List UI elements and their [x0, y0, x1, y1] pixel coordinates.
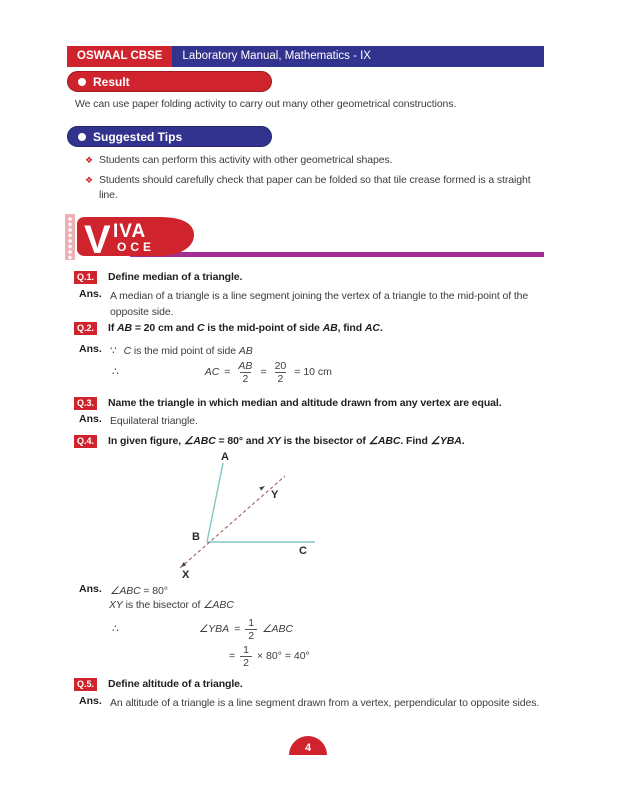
- question-text: If AB = 20 cm and C is the mid-point of side AB, find AC.: [108, 322, 383, 334]
- figure-label-c: C: [299, 545, 307, 557]
- geometry-figure: [150, 450, 350, 582]
- diamond-bullet-icon: ❖: [85, 175, 93, 185]
- tip-item: [85, 153, 550, 168]
- bullet-dot-icon: [78, 78, 86, 86]
- question-row-q2: [74, 322, 549, 336]
- therefore-symbol: ∴: [112, 623, 119, 635]
- fraction: [245, 617, 257, 642]
- answer-row-q3: [79, 413, 549, 429]
- fraction: [240, 644, 252, 669]
- fraction-denominator: 2: [245, 629, 257, 642]
- diamond-bullet-icon: ❖: [85, 155, 93, 165]
- viva-voce-logo-graphic: [65, 211, 205, 261]
- question-row-q4: [74, 435, 549, 449]
- eq-rhs: ∠ABC: [262, 623, 294, 635]
- fraction-denominator: 2: [275, 372, 287, 385]
- ray-ba: [207, 463, 223, 542]
- header-bar: [67, 46, 544, 67]
- brand-badge: OSWAAL CBSE: [67, 46, 172, 67]
- fraction-denominator: 2: [240, 656, 252, 669]
- fraction: [272, 360, 290, 385]
- eq-result: × 80° = 40°: [256, 650, 310, 662]
- question-text: Define median of a triangle.: [108, 271, 243, 283]
- answer-label: Ans.: [79, 695, 102, 707]
- answer-text: ∠ABC = 80°: [110, 585, 168, 597]
- answer-label: Ans.: [79, 413, 102, 425]
- fraction-numerator: 1: [243, 643, 249, 656]
- question-number-badge: Q.1.: [74, 271, 97, 284]
- answer-row-q4: [79, 583, 549, 599]
- tips-label: Suggested Tips: [93, 129, 183, 144]
- eq-result: = 10 cm: [294, 366, 332, 378]
- question-number-badge: Q.5.: [74, 678, 97, 691]
- tip-text: Students can perform this activity with other geometrical shapes.: [98, 154, 393, 166]
- question-row-q3: [74, 397, 549, 411]
- answer-text: An altitude of a triangle is a line segment drawn from a vertex, perpendicular to opposite sides.: [110, 697, 540, 709]
- because-symbol: ∵: [110, 345, 117, 357]
- question-text: Define altitude of a triangle.: [108, 678, 243, 690]
- answer-label: Ans.: [79, 583, 102, 595]
- fraction-denominator: 2: [240, 372, 252, 385]
- answer-label: Ans.: [79, 288, 102, 300]
- logo-word-oce: OCE: [117, 240, 156, 254]
- arrowhead-y-icon: [259, 486, 265, 491]
- tips-section-header: [67, 126, 272, 147]
- tips-list: [85, 153, 550, 208]
- viva-voce-logo: [65, 211, 205, 261]
- equation-row-q2: [112, 356, 332, 388]
- result-body-text: We can use paper folding activity to carry out many other geometrical constructions.: [75, 98, 457, 110]
- fraction-numerator: AB: [238, 359, 253, 372]
- page-number-badge: [289, 736, 327, 755]
- answer-row-q1: [79, 288, 549, 320]
- equals-sign: =: [224, 366, 231, 378]
- fraction-numerator: 1: [248, 616, 255, 629]
- result-label: Result: [93, 74, 130, 89]
- logo-word-iva: IVA: [113, 221, 147, 242]
- equation: [229, 644, 310, 669]
- equation: [205, 360, 332, 385]
- result-section-header: [67, 71, 272, 92]
- bisector-line-xy: [180, 476, 285, 568]
- question-number-badge: Q.2.: [74, 322, 97, 335]
- answer-line: C is the mid point of side AB: [123, 345, 253, 357]
- question-row-q1: [74, 271, 549, 285]
- fraction: [235, 360, 255, 385]
- figure-label-b: B: [192, 531, 200, 543]
- question-text: In given figure, ∠ABC = 80° and XY is the bisector of ∠ABC. Find ∠YBA.: [108, 435, 465, 447]
- equals-sign: =: [234, 623, 241, 635]
- answer-text: Equilateral triangle.: [110, 415, 198, 427]
- figure-label-x: X: [182, 569, 190, 581]
- equals-sign: =: [260, 366, 267, 378]
- answer-row-q5: [79, 695, 549, 711]
- logo-letter-v: V: [84, 218, 111, 261]
- answer-text: A median of a triangle is a line segment joining the vertex of a triangle to the mid-point of the opposite side.: [110, 290, 529, 318]
- question-number-badge: Q.3.: [74, 397, 97, 410]
- eq-lhs: ∠YBA: [198, 623, 230, 635]
- bullet-dot-icon: [78, 133, 86, 141]
- page-number: 4: [304, 742, 312, 754]
- equals-sign: =: [229, 650, 236, 662]
- equation-row-q4-2: [229, 640, 310, 672]
- figure-label-y: Y: [271, 489, 279, 501]
- answer-line: XY is the bisector of ∠ABC: [109, 599, 234, 611]
- question-row-q5: [74, 678, 549, 692]
- answer-label: Ans.: [79, 343, 102, 355]
- equation: [199, 617, 293, 642]
- tip-item: [85, 173, 550, 203]
- tip-text: Students should carefully check that paper can be folded so that tile crease formed is a straight line.: [98, 174, 531, 201]
- header-title: Laboratory Manual, Mathematics - IX: [172, 46, 544, 67]
- eq-lhs: AC: [204, 366, 220, 378]
- question-number-badge: Q.4.: [74, 435, 97, 448]
- question-text: Name the triangle in which median and altitude drawn from any vertex are equal.: [108, 397, 502, 409]
- fraction-numerator: 20: [274, 359, 287, 372]
- therefore-symbol: ∴: [112, 366, 119, 378]
- figure-label-a: A: [221, 451, 229, 463]
